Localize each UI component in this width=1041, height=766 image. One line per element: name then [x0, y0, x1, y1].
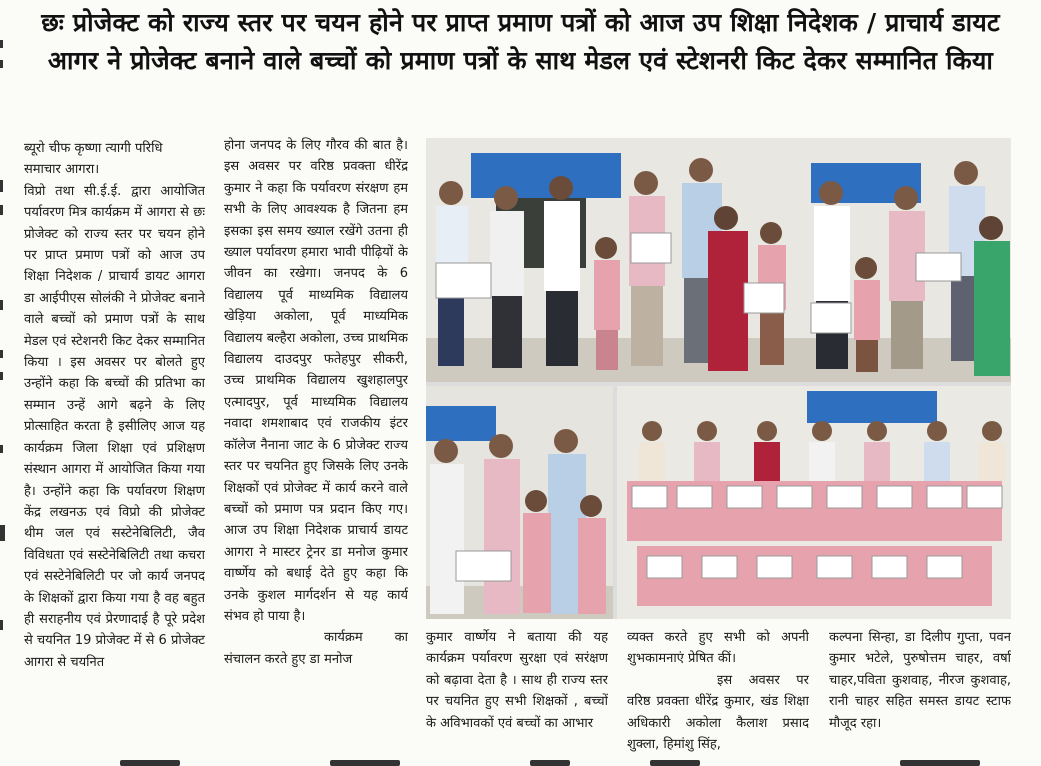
group-photo-top: [426, 138, 1011, 382]
article-body-col2: होना जनपद के लिए गौरव की बात है। इस अवसर पर वरिष्ठ प्रवक्ता धीरेंद्र कुमार ने कहा कि पर्यावरण संरक्षण हम सभी के लिए आवश्यक है जितना हम इसका इस समय ख्याल रखेंगे उतना ही ख्याल पर्यावरण हमारा भावी पीढ़ियों के जीवन का रखेगा। जनपद के 6 विद्यालय पूर्व माध्यमिक विद्यालय खेड़िया अकोला, पूर्व माध्यमिक विद्यालय बल्हैरा अकोला, उच्च प्राथमिक विद्यालय दाउदपुर फतेहपुर सीकरी, उच्च प्राथमिक विद्यालय खुशहालपुर एत्मादपुर, पूर्व माध्यमिक विद्यालय नवादा शमशाबाद एवं राजकीय इंटर कॉलेज नैनाना जाट के 6 प्रोजेक्ट राज्य स्तर पर चयनित हुए जिसके लिए उनके शिक्षकों एवं प्रोजेक्ट में कार्य करने वाले बच्चों को प्रमाण पत्र प्रदान किए गए। आज उप शिक्षा निदेशक प्राचार्य डायट आगरा ने मास्टर ट्रेनर डा मनोज कुमार वार्ष्णेय को बधाई देते हुए कहा कि उनके कुशल मार्गदर्शन से यह कार्य संभव हो पाया है।: [224, 138, 408, 624]
group-photo-bottom-right: [617, 386, 1011, 619]
byline: ब्यूरो चीफ कृष्णा त्यागी परिधि समाचार आगरा।: [24, 141, 163, 178]
article-body-col1: विप्रो तथा सी.ई.ई. द्वारा आयोजित पर्यावरण मित्र कार्यक्रम में आगरा से छः प्रोजेक्ट को राज्य स्तर पर चयन होने पर प्राप्त प्रमाण पत्रों को आज उप शिक्षा निदेशक / प्राचार्य डायट आगरा डा आईपीएस सोलंकी ने प्रोजेक्ट बनाने वाले बच्चों को प्रमाण पत्रों के साथ मेडल एवं स्टेशनरी किट देकर सम्मानित किया । इस अवसर पर बोलते हुए उन्होंने कहा कि बच्चों की प्रतिभा का सम्मान उन्हें आगे बढ़ने के लिए प्रोत्साहित करता है इसीलिए आज यह कार्यक्रम जिला शिक्षा एवं प्रशिक्षण संस्थान आगरा में आयोजित किया गया है। उन्होंने कहा कि पर्यावरण शिक्षण केंद्र लखनऊ एवं विप्रो की प्रोजेक्ट थीम जल एवं सस्टेनेबिलिटी, जैव विविधता एवं सस्टेनेबिलिटी तथा कचरा एवं सस्टेनेबिलिटी पर जो कार्य जनपद के शिक्षकों द्वारा किया गया है वह बहुत ही सराहनीय एवं प्रेरणादाई है पूरे प्रदेश से चयनित 19 प्रोजेक्ट में से 6 प्रोजेक्ट आगरा से चयनित: [24, 183, 205, 670]
article-column-4: [627, 627, 809, 753]
group-photo-bottom-left: [426, 386, 613, 619]
left-edge-crop-marks: [0, 0, 6, 766]
article-body-col3: कुमार वार्ष्णेय ने बताया की यह कार्यक्रम पर्यावरण सुरक्षा एवं सरंक्षण को बढ़ावा देता है । साथ ही राज्य स्तर पर चयनित हुए सभी शिक्षकों , बच्चों के अविभावकों एवं बच्चों का आभार: [426, 630, 608, 731]
article-body-col5: कल्पना सिन्हा, डा दिलीप गुप्ता, पवन कुमार भटेले, पुरुषोत्तम चाहर, वर्षा चाहर,पविता कुशवाह, नीरज कुशवाह, रानी चाहर सहित समस्त डायट स्टाफ मौजूद रहा।: [829, 630, 1011, 731]
article-column-5: [829, 627, 1011, 753]
article-body-col4: व्यक्त करते हुए सभी को अपनी शुभकामनाएं प्रेषित कीं।: [627, 630, 809, 667]
article-body-col4-second: इस अवसर पर वरिष्ठ प्रवक्ता धीरेंद्र कुमार, खंड शिक्षा अधिकारी अकोला कैलाश प्रसाद शुक्ला, हिमांशु सिंह,: [627, 672, 809, 753]
photo-collage: [426, 138, 1011, 619]
article-column-3: [426, 627, 608, 753]
next-headline-cropped: [0, 756, 1041, 766]
article-body-col2-tail: कार्यक्रम का संचालन करते हुए डा मनोज: [224, 630, 408, 667]
article-column-1: [24, 138, 205, 753]
news-headline: छः प्रोजेक्ट को राज्य स्तर पर चयन होने पर प्राप्त प्रमाण पत्रों को आज उप शिक्षा निदेशक / प्राचार्य डायट आगर ने प्रोजेक्ट बनाने वाले बच्चों को प्रमाण पत्रों के साथ मेडल एवं स्टेशनरी किट देकर सम्मानित किया: [41, 8, 1000, 75]
article-column-2: [224, 135, 408, 753]
